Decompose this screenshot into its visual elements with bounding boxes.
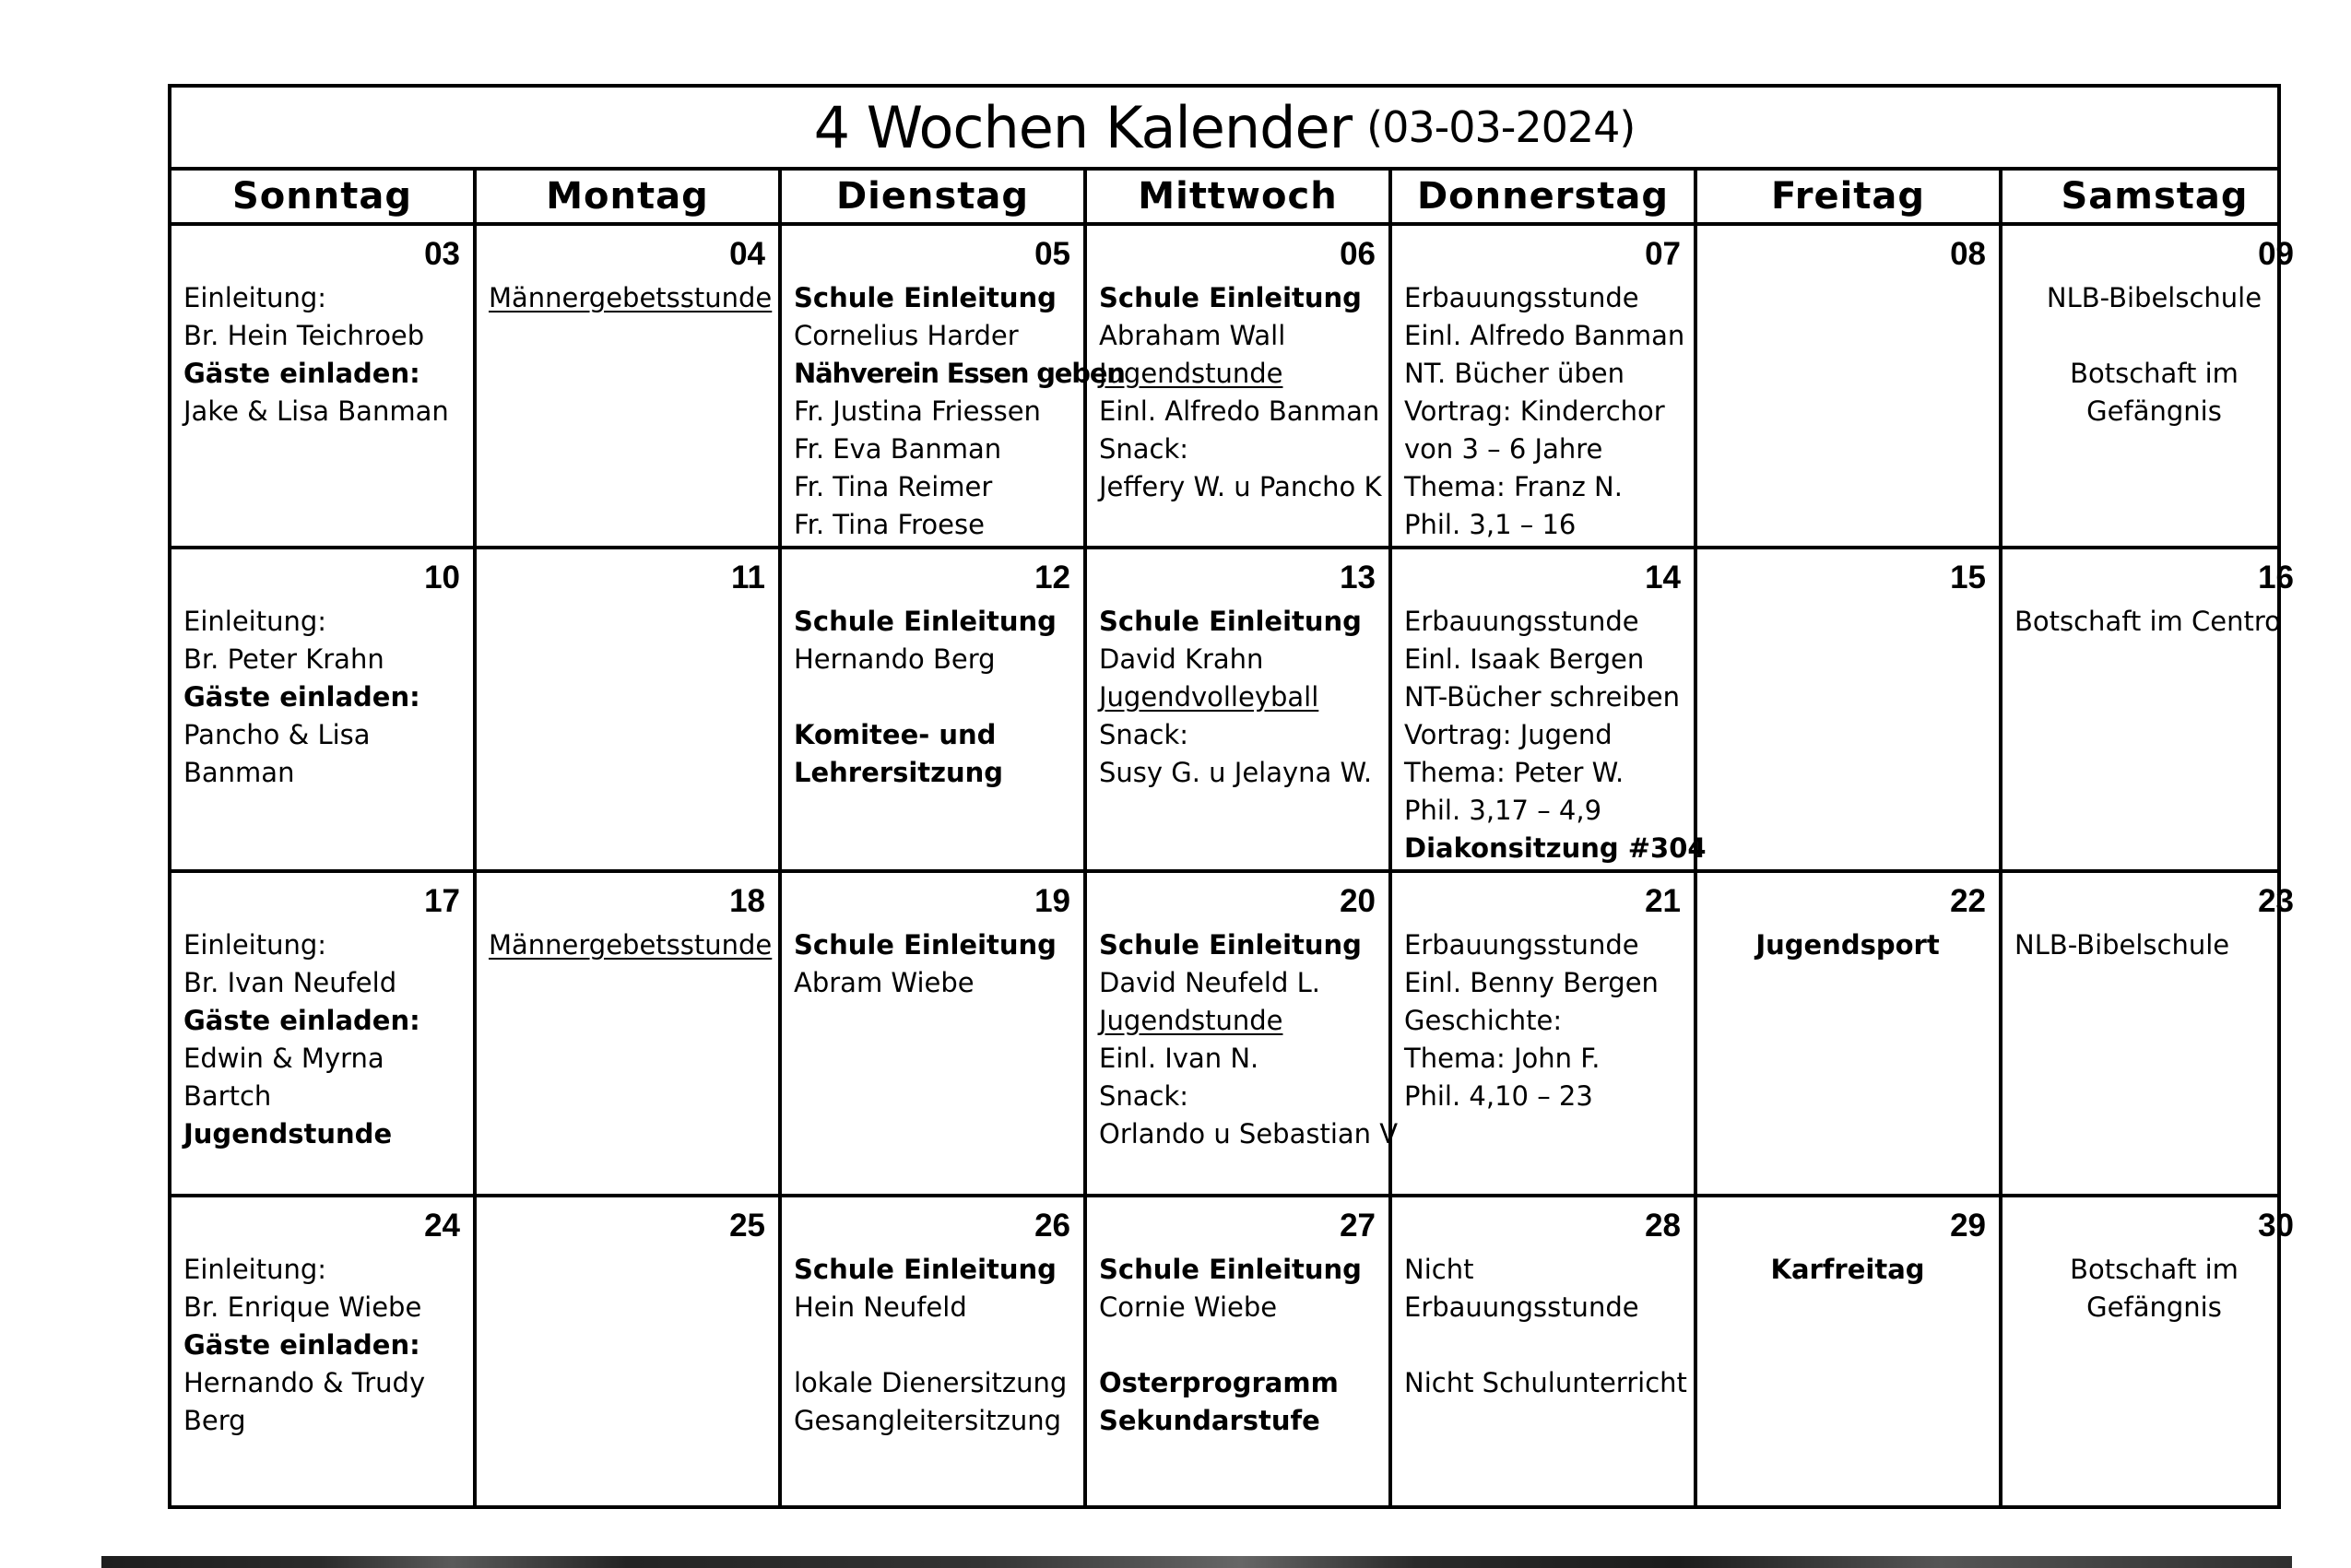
calendar-title xyxy=(171,88,2277,171)
event-text: Snack: xyxy=(1099,433,1189,465)
day-cell-17 xyxy=(171,873,477,1194)
event-line xyxy=(1099,1402,1376,1440)
event-text: Cornelius Harder xyxy=(794,320,1019,351)
event-text: Nicht xyxy=(1404,1254,1474,1285)
event-line xyxy=(1404,1251,1681,1289)
day-cell-20 xyxy=(1087,873,1399,1194)
event-line xyxy=(794,1402,1070,1440)
event-line xyxy=(1099,1364,1376,1402)
event-text: Br. Peter Krahn xyxy=(183,643,384,675)
event-line xyxy=(1404,506,1681,544)
day-cell-30 xyxy=(2002,1197,2307,1505)
event-list xyxy=(794,1251,1070,1440)
event-text: Schule Einleitung xyxy=(794,1254,1057,1285)
event-list xyxy=(1404,926,1681,1115)
event-line xyxy=(183,641,460,678)
event-text: Orlando u Sebastian V xyxy=(1099,1118,1399,1149)
event-text: Gäste einladen: xyxy=(183,358,420,389)
event-line xyxy=(1099,716,1376,754)
event-line xyxy=(1404,1326,1681,1364)
event-line xyxy=(794,279,1070,317)
event-line xyxy=(1709,926,1986,964)
event-list xyxy=(1709,1251,1986,1289)
day-cell-26 xyxy=(782,1197,1087,1505)
event-text: Einl. Alfredo Banman xyxy=(1404,320,1685,351)
weekday-header-montag: Montag xyxy=(477,171,782,222)
event-line xyxy=(1404,926,1681,964)
day-cell-09 xyxy=(2002,226,2307,546)
event-text: NT-Bücher schreiben xyxy=(1404,681,1681,713)
day-number: 07 xyxy=(1645,236,1681,272)
event-text: Br. Ivan Neufeld xyxy=(183,967,397,998)
day-number: 27 xyxy=(1340,1208,1376,1244)
event-text: Schule Einleitung xyxy=(1099,282,1362,313)
event-line xyxy=(2014,1251,2294,1289)
calendar-grid xyxy=(171,226,2294,1505)
event-line xyxy=(1404,603,1681,641)
event-list xyxy=(794,603,1070,792)
event-line xyxy=(794,754,1070,792)
day-number: 06 xyxy=(1340,236,1376,272)
event-text: Fr. Tina Froese xyxy=(794,509,985,540)
weekday-header-dienstag: Dienstag xyxy=(782,171,1087,222)
event-text: Erbauungsstunde xyxy=(1404,1291,1639,1323)
event-text: lokale Dienersitzung xyxy=(794,1367,1068,1398)
title-date: (03-03-2024) xyxy=(1366,102,1636,152)
event-text: Einleitung: xyxy=(183,1254,327,1285)
event-line xyxy=(183,716,460,754)
day-number: 10 xyxy=(424,560,460,595)
event-text: Diakonsitzung #304 xyxy=(1404,832,1707,864)
event-line xyxy=(794,468,1070,506)
day-cell-15 xyxy=(1697,549,2002,869)
event-list xyxy=(1709,926,1986,964)
event-text: von 3 – 6 Jahre xyxy=(1404,433,1603,465)
day-number: 18 xyxy=(729,883,765,919)
day-number: 19 xyxy=(1034,883,1070,919)
event-text: Geschichte: xyxy=(1404,1005,1563,1036)
day-cell-04 xyxy=(477,226,782,546)
weekday-header-donnerstag: Donnerstag xyxy=(1392,171,1697,222)
event-line xyxy=(1404,393,1681,430)
event-text: Thema: John F. xyxy=(1404,1043,1601,1074)
event-text: Thema: Franz N. xyxy=(1404,471,1623,502)
day-number: 23 xyxy=(2258,883,2294,919)
event-list xyxy=(794,279,1125,544)
event-line xyxy=(1404,964,1681,1002)
event-list xyxy=(183,926,460,1153)
event-line xyxy=(794,1364,1070,1402)
calendar xyxy=(168,84,2294,1509)
event-text: Erbauungsstunde xyxy=(1404,606,1639,637)
event-list xyxy=(1404,603,1707,867)
event-line xyxy=(1099,279,1376,317)
day-cell-16 xyxy=(2002,549,2307,869)
event-text: Gäste einladen: xyxy=(183,1329,420,1361)
day-cell-23 xyxy=(2002,873,2307,1194)
event-line xyxy=(183,1078,460,1115)
event-line xyxy=(794,716,1070,754)
event-text: Schule Einleitung xyxy=(1099,606,1362,637)
event-line xyxy=(1099,603,1376,641)
event-text: Gäste einladen: xyxy=(183,681,420,713)
event-line xyxy=(1099,393,1380,430)
event-text: Nähverein Essen geben xyxy=(794,358,1125,389)
day-number: 03 xyxy=(424,236,460,272)
event-line xyxy=(794,317,1070,355)
day-cell-29 xyxy=(1697,1197,2002,1505)
event-line xyxy=(1099,1289,1376,1326)
event-text: Schule Einleitung xyxy=(1099,929,1362,961)
event-line xyxy=(183,1402,460,1440)
event-line xyxy=(2014,317,2294,355)
event-list xyxy=(2014,1251,2294,1326)
event-text: Abram Wiebe xyxy=(794,967,975,998)
day-cell-25 xyxy=(477,1197,782,1505)
event-line xyxy=(794,1251,1070,1289)
event-line xyxy=(1099,926,1376,964)
event-text: Botschaft im xyxy=(2070,1254,2239,1285)
event-list xyxy=(1099,279,1382,506)
event-text: Vortrag: Jugend xyxy=(1404,719,1613,750)
day-number: 08 xyxy=(1950,236,1986,272)
event-line xyxy=(1404,468,1681,506)
event-line xyxy=(1099,1002,1376,1040)
day-cell-08 xyxy=(1697,226,2002,546)
event-text: Br. Enrique Wiebe xyxy=(183,1291,422,1323)
event-text: Erbauungsstunde xyxy=(1404,929,1639,961)
event-line xyxy=(2014,926,2294,964)
day-cell-13 xyxy=(1087,549,1392,869)
event-text: Nicht Schulunterricht xyxy=(1404,1367,1687,1398)
event-line xyxy=(794,506,1070,544)
event-line xyxy=(1099,754,1376,792)
event-line xyxy=(1709,1251,1986,1289)
event-line xyxy=(2014,603,2294,641)
event-text: Komitee- und xyxy=(794,719,997,750)
week-row xyxy=(171,226,2294,549)
event-text: NLB-Bibelschule xyxy=(2014,929,2230,961)
event-line xyxy=(1404,830,1707,867)
event-text: Snack: xyxy=(1099,1080,1189,1112)
event-text: Fr. Tina Reimer xyxy=(794,471,993,502)
day-cell-18 xyxy=(477,873,782,1194)
day-cell-24 xyxy=(171,1197,477,1505)
day-number: 09 xyxy=(2258,236,2294,272)
event-line xyxy=(1404,716,1681,754)
event-text: Botschaft im xyxy=(2070,358,2239,389)
event-line xyxy=(794,1289,1070,1326)
day-cell-12 xyxy=(782,549,1087,869)
day-number: 04 xyxy=(729,236,765,272)
event-list xyxy=(1404,279,1685,544)
day-cell-06 xyxy=(1087,226,1392,546)
event-line xyxy=(2014,1289,2294,1326)
photo-strip xyxy=(101,1556,2292,1568)
event-line xyxy=(1099,964,1376,1002)
event-line xyxy=(1099,468,1382,506)
event-line xyxy=(183,678,460,716)
event-line xyxy=(1404,792,1681,830)
event-list xyxy=(1099,603,1376,792)
event-text: Hernando & Trudy xyxy=(183,1367,426,1398)
event-line xyxy=(794,355,1125,393)
day-cell-03 xyxy=(171,226,477,546)
event-text: Gesangleitersitzung xyxy=(794,1405,1061,1436)
event-text: Gäste einladen: xyxy=(183,1005,420,1036)
day-cell-10 xyxy=(171,549,477,869)
event-text: Einl. Alfredo Banman xyxy=(1099,395,1380,427)
event-text: Schule Einleitung xyxy=(794,929,1057,961)
event-line xyxy=(794,641,1070,678)
event-text: Fr. Justina Friessen xyxy=(794,395,1041,427)
event-line xyxy=(2014,355,2294,393)
weekday-header-row xyxy=(171,171,2277,226)
event-text: David Neufeld L. xyxy=(1099,967,1320,998)
event-line xyxy=(183,603,460,641)
event-line xyxy=(1404,279,1681,317)
event-line xyxy=(183,926,460,964)
event-list xyxy=(1404,1251,1687,1402)
event-text: Osterprogramm xyxy=(1099,1367,1339,1398)
event-list xyxy=(1099,1251,1376,1440)
day-cell-19 xyxy=(782,873,1087,1194)
event-text: Gefängnis xyxy=(2086,1291,2222,1323)
event-line xyxy=(1404,754,1681,792)
event-text: Jugendstunde xyxy=(1099,1005,1283,1036)
event-text: Einleitung: xyxy=(183,282,327,313)
day-number: 13 xyxy=(1340,560,1376,595)
event-text: Jugendstunde xyxy=(183,1118,393,1149)
day-number: 30 xyxy=(2258,1208,2294,1244)
event-line xyxy=(1099,1078,1376,1115)
event-line xyxy=(1099,355,1376,393)
event-text: Cornie Wiebe xyxy=(1099,1291,1278,1323)
event-line xyxy=(183,279,460,317)
day-number: 05 xyxy=(1034,236,1070,272)
event-text: Br. Hein Teichroeb xyxy=(183,320,425,351)
event-line xyxy=(1404,430,1681,468)
day-number: 25 xyxy=(729,1208,765,1244)
event-list xyxy=(1099,926,1399,1153)
event-line xyxy=(1404,678,1681,716)
event-line xyxy=(1404,1040,1681,1078)
event-text: Snack: xyxy=(1099,719,1189,750)
event-text: Phil. 3,1 – 16 xyxy=(1404,509,1577,540)
day-cell-22 xyxy=(1697,873,2002,1194)
event-text: Botschaft im Centro xyxy=(2014,606,2281,637)
day-number: 15 xyxy=(1950,560,1986,595)
event-line xyxy=(1404,317,1685,355)
event-text: Edwin & Myrna xyxy=(183,1043,384,1074)
event-text: Phil. 3,17 – 4,9 xyxy=(1404,795,1602,826)
weekday-header-freitag: Freitag xyxy=(1697,171,2002,222)
event-text: Jugendvolleyball xyxy=(1099,681,1319,713)
event-text: Jugendsport xyxy=(1755,929,1940,961)
event-line xyxy=(794,1326,1070,1364)
event-line xyxy=(183,1289,460,1326)
day-number: 16 xyxy=(2258,560,2294,595)
weekday-header-sonntag: Sonntag xyxy=(171,171,477,222)
day-cell-05 xyxy=(782,226,1125,546)
event-line xyxy=(183,754,460,792)
event-list xyxy=(489,926,773,964)
event-text: Pancho & Lisa xyxy=(183,719,371,750)
event-text: Einleitung: xyxy=(183,929,327,961)
event-list xyxy=(183,279,460,430)
event-line xyxy=(183,1364,460,1402)
day-number: 29 xyxy=(1950,1208,1986,1244)
event-text: Berg xyxy=(183,1405,246,1436)
event-line xyxy=(183,964,460,1002)
event-text: Banman xyxy=(183,757,295,788)
event-line xyxy=(1099,430,1376,468)
event-list xyxy=(2014,279,2294,430)
event-text: Lehrersitzung xyxy=(794,757,1004,788)
event-line xyxy=(489,279,773,317)
event-line xyxy=(183,393,460,430)
event-text: NLB-Bibelschule xyxy=(2046,282,2262,313)
event-line xyxy=(794,678,1070,716)
day-number: 11 xyxy=(731,560,765,595)
event-text: Einleitung: xyxy=(183,606,327,637)
event-list xyxy=(2014,926,2294,964)
title-main: 4 Wochen Kalender xyxy=(813,93,1353,161)
event-text: NT. Bücher üben xyxy=(1404,358,1624,389)
event-list xyxy=(794,926,1070,1002)
event-line xyxy=(1099,1251,1376,1289)
event-line xyxy=(1404,1364,1687,1402)
event-text: Bartch xyxy=(183,1080,272,1112)
event-text: Schule Einleitung xyxy=(794,282,1057,313)
event-text: Einl. Isaak Bergen xyxy=(1404,643,1645,675)
event-line xyxy=(2014,393,2294,430)
event-text: Jugendstunde xyxy=(1099,358,1283,389)
event-line xyxy=(1404,355,1681,393)
event-line xyxy=(2014,279,2294,317)
day-cell-11 xyxy=(477,549,782,869)
event-text: Susy G. u Jelayna W. xyxy=(1099,757,1373,788)
day-cell-28 xyxy=(1392,1197,1697,1505)
event-text: Hein Neufeld xyxy=(794,1291,967,1323)
week-row xyxy=(171,1197,2294,1505)
event-text: Männergebetsstunde xyxy=(489,929,773,961)
day-number: 21 xyxy=(1645,883,1681,919)
event-line xyxy=(794,964,1070,1002)
day-number: 12 xyxy=(1034,560,1070,595)
event-text: Jake & Lisa Banman xyxy=(183,395,449,427)
day-cell-14 xyxy=(1392,549,1707,869)
event-text: Erbauungsstunde xyxy=(1404,282,1639,313)
event-line xyxy=(1404,641,1681,678)
event-line xyxy=(1404,1289,1681,1326)
event-line xyxy=(1099,678,1376,716)
event-text: Thema: Peter W. xyxy=(1404,757,1624,788)
event-line xyxy=(1099,317,1376,355)
event-list xyxy=(183,603,460,792)
event-line xyxy=(183,1002,460,1040)
event-line xyxy=(183,1251,460,1289)
event-line xyxy=(794,393,1070,430)
event-line xyxy=(794,430,1070,468)
event-text: Schule Einleitung xyxy=(794,606,1057,637)
day-number: 20 xyxy=(1340,883,1376,919)
event-text: Gefängnis xyxy=(2086,395,2222,427)
event-line xyxy=(1099,1115,1399,1153)
week-row xyxy=(171,549,2294,873)
event-line xyxy=(183,1326,460,1364)
weekday-header-samstag: Samstag xyxy=(2061,175,2249,218)
event-text: Sekundarstufe xyxy=(1099,1405,1320,1436)
weekday-header-mittwoch: Mittwoch xyxy=(1087,171,1392,222)
event-line xyxy=(183,355,460,393)
day-number: 22 xyxy=(1950,883,1986,919)
day-number: 26 xyxy=(1034,1208,1070,1244)
event-line xyxy=(794,603,1070,641)
event-line xyxy=(1099,1326,1376,1364)
day-number: 28 xyxy=(1645,1208,1681,1244)
event-list xyxy=(2014,603,2294,641)
event-line xyxy=(183,317,460,355)
event-text: Abraham Wall xyxy=(1099,320,1286,351)
day-cell-27 xyxy=(1087,1197,1392,1505)
event-text: Männergebetsstunde xyxy=(489,282,773,313)
event-line xyxy=(183,1040,460,1078)
event-text: Vortrag: Kinderchor xyxy=(1404,395,1665,427)
event-line xyxy=(489,926,773,964)
event-line xyxy=(1099,1040,1376,1078)
event-line xyxy=(183,1115,460,1153)
day-number: 24 xyxy=(424,1208,460,1244)
event-text: Karfreitag xyxy=(1770,1254,1925,1285)
event-text: Einl. Ivan N. xyxy=(1099,1043,1259,1074)
event-text: Fr. Eva Banman xyxy=(794,433,1002,465)
event-text: Hernando Berg xyxy=(794,643,996,675)
event-text: Einl. Benny Bergen xyxy=(1404,967,1659,998)
event-text: Schule Einleitung xyxy=(1099,1254,1362,1285)
day-number: 17 xyxy=(424,883,460,919)
event-line xyxy=(1404,1078,1681,1115)
event-text: David Krahn xyxy=(1099,643,1264,675)
event-list xyxy=(183,1251,460,1440)
event-line xyxy=(1404,1002,1681,1040)
event-list xyxy=(489,279,773,317)
week-row xyxy=(171,873,2294,1197)
day-cell-21 xyxy=(1392,873,1697,1194)
day-number: 14 xyxy=(1645,560,1681,595)
event-line xyxy=(794,926,1070,964)
event-text: Jeffery W. u Pancho K xyxy=(1099,471,1382,502)
event-text: Phil. 4,10 – 23 xyxy=(1404,1080,1593,1112)
event-line xyxy=(1099,641,1376,678)
day-cell-07 xyxy=(1392,226,1697,546)
